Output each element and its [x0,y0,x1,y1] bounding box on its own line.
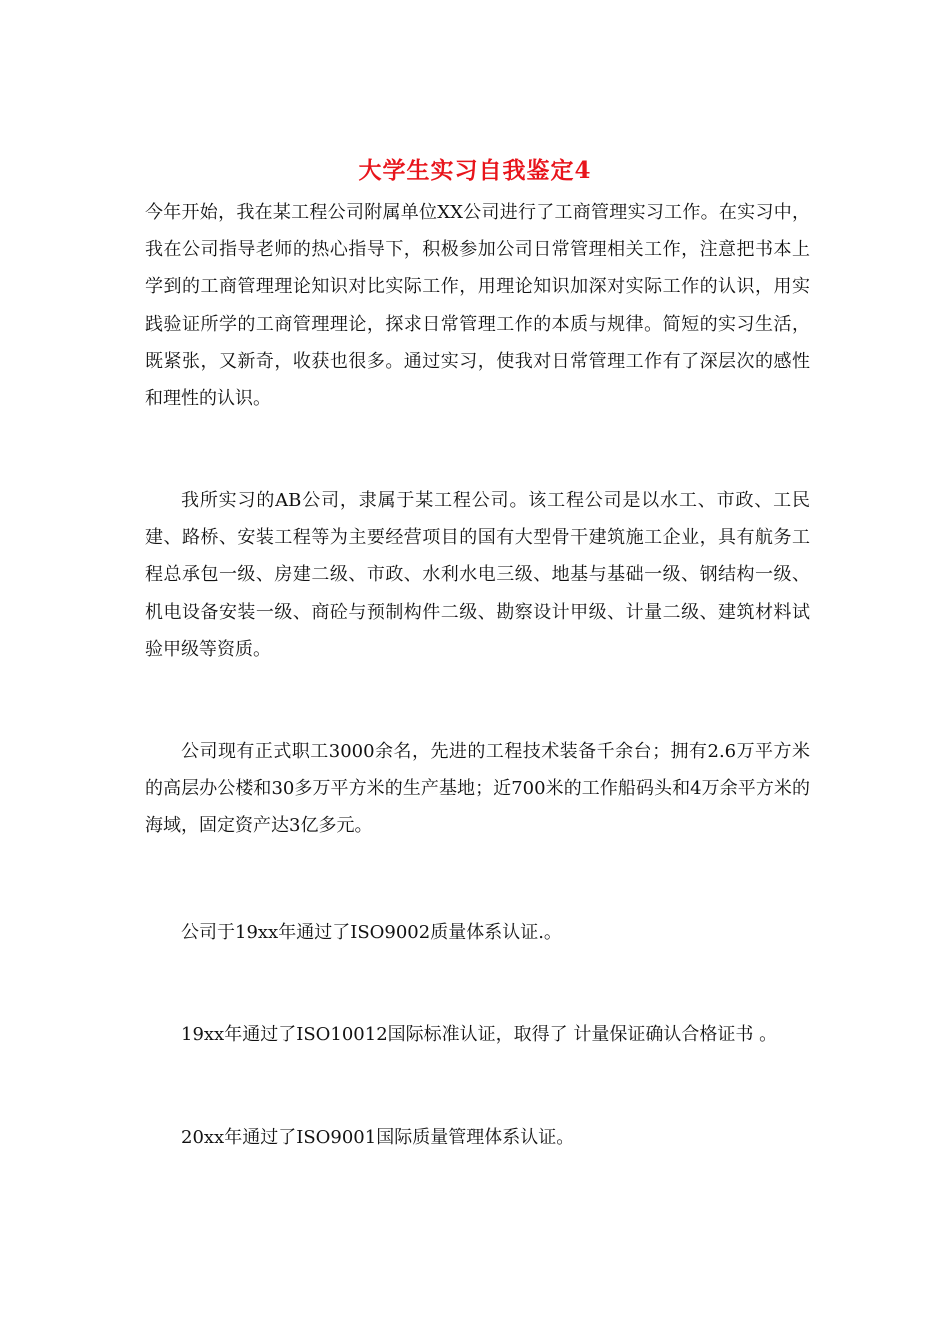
document-title: 大学生实习自我鉴定4 [358,157,592,184]
paragraph-iso9001: 20xx年通过了ISO9001国际质量管理体系认证。 [181,1127,575,1148]
paragraph-company-assets: 公司现有正式职工3000余名，先进的工程技术装备千余台；拥有2.6万平方米的高层办公楼和30多万平方米的生产基地；近700米的工作船码头和4万余平方米的海域，固定资产达3亿多元。 [145,741,810,837]
paragraph-internship-intro: 今年开始，我在某工程公司附属单位XX公司进行了工商管理实习工作。在实习中，我在公司指导老师的热心指导下，积极参加公司日常管理相关工作，注意把书本上学到的工商管理理论知识对比实际工作，用理论知识加深对实际工作的认识，用实践验证所学的工商管理理论，探求日常管理工作的本质与规律。简短的实习生活，既紧张，又新奇，收获也很多。通过实习，使我对日常管理工作有了深层次的感性和理性的认识。 [145,202,810,410]
paragraph-company-profile: 我所实习的AB公司，隶属于某工程公司。该工程公司是以水工、市政、工民建、路桥、安装工程等为主要经营项目的国有大型骨干建筑施工企业，具有航务工程总承包一级、房建二级、市政、水利水电三级、地基与基础一级、钢结构一级、机电设备安装一级、商砼与预制构件二级、勘察设计甲级、计量二级、建筑材料试验甲级等资质。 [145,490,810,660]
paragraph-iso9002: 公司于19xx年通过了ISO9002质量体系认证.。 [181,922,562,943]
paragraph-iso10012: 19xx年通过了ISO10012国际标准认证，取得了 计量保证确认合格证书 。 [181,1024,778,1045]
